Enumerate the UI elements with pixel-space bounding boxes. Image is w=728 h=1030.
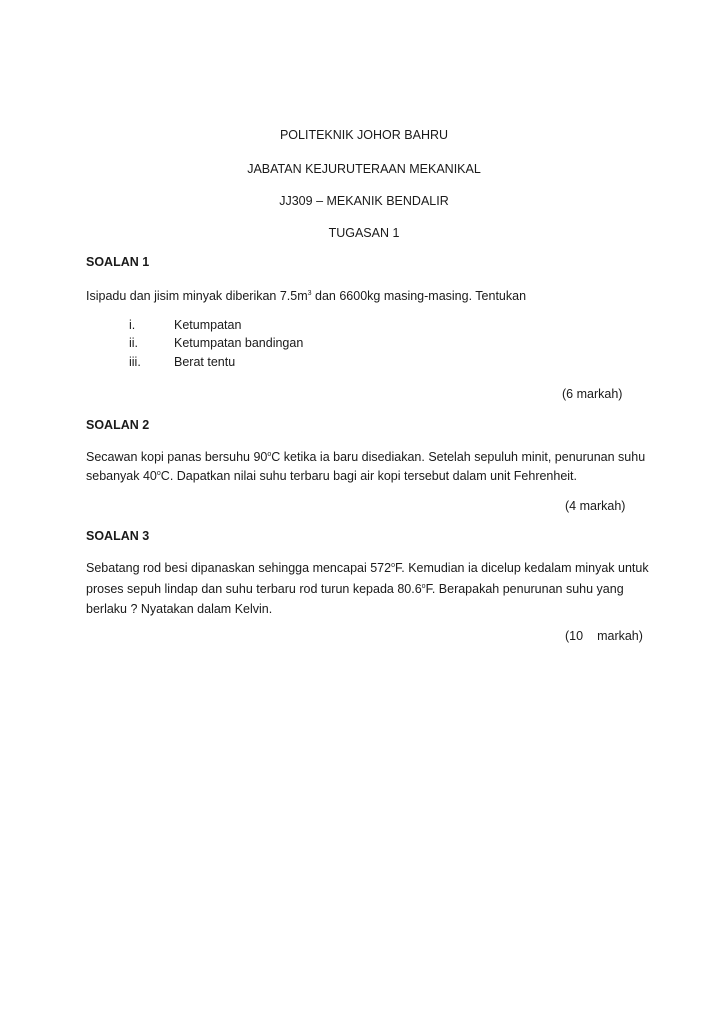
degree-symbol: o (421, 582, 426, 590)
degree-symbol: o (156, 469, 161, 477)
list-item-number: i. (129, 318, 136, 332)
q3-marks-number: (10 (565, 629, 584, 643)
question-1-marks: (6 markah) (562, 387, 623, 401)
q3-line1-part-b: F. Kemudian ia dicelup kedalam minyak untuk (395, 561, 649, 575)
question-2-line-1 (86, 447, 645, 468)
assignment-title (0, 226, 728, 240)
q2-line1-part-a: Secawan kopi panas bersuhu 90 (86, 450, 268, 464)
question-3-marks (565, 629, 643, 643)
list-item-number: iii. (129, 355, 141, 369)
department-title (0, 162, 728, 176)
list-item (0, 355, 728, 373)
degree-symbol: o (391, 561, 395, 569)
institution-title (0, 128, 728, 142)
q2-line2-part-b: C. Dapatkan nilai suhu terbaru bagi air kopi tersebut dalam unit Fehrenheit. (160, 469, 578, 483)
question-1-text (86, 286, 526, 307)
department-text: JABATAN KEJURUTERAAN MEKANIKAL (247, 162, 481, 176)
list-item (0, 318, 728, 336)
q1-text-part-b: dan 6600kg masing-masing. Tentukan (311, 289, 527, 303)
question-3-line-3: berlaku ? Nyatakan dalam Kelvin. (86, 602, 273, 616)
q2-line2-part-a: sebanyak 40 (86, 469, 157, 483)
assignment-text: TUGASAN 1 (328, 226, 400, 240)
q3-line2-part-b: F. Berapakah penurunan suhu yang (425, 582, 624, 596)
question-2-title: SOALAN 2 (86, 418, 150, 432)
question-3-title: SOALAN 3 (86, 529, 150, 543)
course-title (0, 194, 728, 208)
q3-marks-word: markah) (597, 629, 643, 643)
list-item-text: Ketumpatan bandingan (174, 336, 304, 350)
q3-line2-part-a: proses sepuh lindap dan suhu terbaru rod turun kepada 80.6 (86, 582, 422, 596)
q3-line1-part-a: Sebatang rod besi dipanaskan sehingga mencapai 572 (86, 561, 392, 575)
q1-exponent: 3 (307, 289, 312, 297)
question-3-line-2 (86, 579, 624, 600)
question-3-line-1 (86, 558, 649, 579)
q1-text-part-a: Isipadu dan jisim minyak diberikan 7.5m (86, 289, 308, 303)
list-item-text: Berat tentu (174, 355, 236, 369)
degree-symbol: o (267, 450, 272, 458)
question-2-marks: (4 markah) (565, 499, 626, 513)
question-1-title: SOALAN 1 (86, 255, 150, 269)
list-item (0, 336, 728, 354)
list-item-text: Ketumpatan (174, 318, 242, 332)
q2-line1-part-b: C ketika ia baru disediakan. Setelah sepuluh minit, penurunan suhu (271, 450, 646, 464)
course-text: JJ309 – MEKANIK BENDALIR (279, 194, 449, 208)
institution-text: POLITEKNIK JOHOR BAHRU (279, 128, 449, 142)
question-2-line-2 (86, 466, 577, 487)
list-item-number: ii. (129, 336, 139, 350)
